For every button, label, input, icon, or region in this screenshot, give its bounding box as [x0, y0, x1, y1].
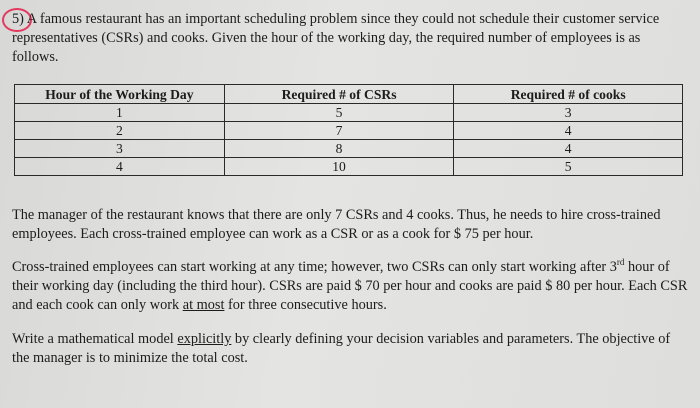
- table-row: [15, 104, 683, 122]
- header-hour: Hour of the Working Day: [15, 85, 225, 104]
- cell-cooks: 5: [454, 158, 683, 176]
- constraints-text-3: for three consecutive hours.: [224, 297, 387, 313]
- paragraph-constraints: [12, 258, 688, 315]
- underlined-explicitly: explicitly: [177, 331, 232, 347]
- task-text-1: Write a mathematical model: [12, 331, 178, 347]
- constraints-text-2: hour of their working day (including the third hour). CSRs are paid $ 70 per hour and cooks are paid $ 80 per hour. Each CSR and each cook can only work: [12, 259, 688, 313]
- cell-hour: 2: [15, 122, 225, 140]
- problem-number: 5): [12, 11, 24, 27]
- ordinal-suffix: rd: [616, 257, 625, 268]
- cell-csrs: 10: [224, 158, 454, 176]
- cell-cooks: 4: [454, 122, 683, 140]
- table-row: [15, 158, 683, 176]
- cell-csrs: 8: [224, 140, 454, 158]
- paragraph-staff: The manager of the restaurant knows that there are only 7 CSRs and 4 cooks. Thus, he needs to hire cross-trained employees. Each cross-trained employee can work as a CSR or as a cook for $ 75 per hour.: [12, 207, 661, 242]
- constraints-text-1: Cross-trained employees can start working at any time; however, two CSRs can only start working after 3: [12, 259, 617, 275]
- cell-hour: 4: [15, 158, 225, 176]
- table-row: [15, 140, 683, 158]
- paragraph-task: [12, 330, 688, 368]
- header-csrs: Required # of CSRs: [224, 85, 454, 104]
- cell-hour: 3: [15, 140, 225, 158]
- cell-csrs: 7: [224, 122, 454, 140]
- task-text-2: by clearly defining your decision variables and parameters. The objective of the manager is to minimize the total cost.: [12, 331, 671, 366]
- cell-cooks: 3: [454, 104, 683, 122]
- problem-intro: [12, 10, 688, 67]
- cell-hour: 1: [15, 104, 225, 122]
- table-row: [15, 122, 683, 140]
- cell-cooks: 4: [454, 140, 683, 158]
- requirements-table: [14, 84, 683, 176]
- underlined-at-most: at most: [182, 297, 225, 313]
- table-header-row: [15, 85, 683, 104]
- cell-csrs: 5: [224, 104, 454, 122]
- header-cooks: Required # of cooks: [454, 85, 683, 104]
- problem-intro-text: A famous restaurant has an important scheduling problem since they could not schedule their customer service representatives (CSRs) and cooks. Given the hour of the working day, the required number of employees is as follows.: [12, 11, 660, 65]
